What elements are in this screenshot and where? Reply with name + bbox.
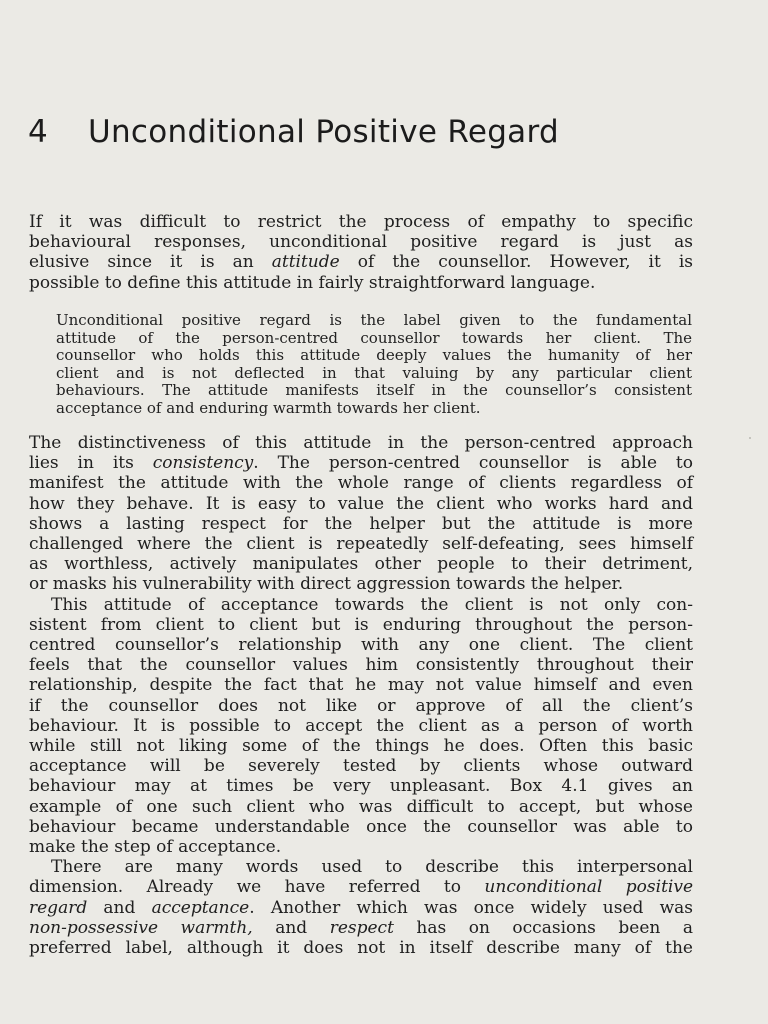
text-line: shows a lasting respect for the helper but the attitude is more [29, 513, 693, 534]
text-line: or masks his vulnerability with direct aggression towards the helper. [29, 574, 624, 595]
emphasis-attitude: attitude [271, 252, 340, 273]
quote-line: acceptance of and enduring warmth towards her client. [56, 398, 481, 417]
text-line: how they behave. It is easy to value the client who works hard and [29, 493, 693, 514]
text-line: This attitude of acceptance towards the client is not only con- [51, 594, 693, 615]
emphasis-warmth: non-possessive warmth, [29, 917, 253, 938]
text-line: behaviour became understandable once the counsellor was able to [29, 816, 693, 837]
chapter-heading [28, 114, 559, 150]
text-fragment: . The person-centred counsellor is able to [253, 453, 693, 474]
text-line: behaviour. It is possible to accept the client as a person of worth [29, 715, 693, 736]
text-line: as worthless, actively manipulates other people to their detriment, [29, 554, 693, 575]
text-line: behaviour may at times be very unpleasant. Box 4.1 gives an [29, 776, 693, 797]
text-line: make the step of acceptance. [29, 837, 282, 858]
text-line: example of one such client who was difficult to accept, but whose [29, 796, 693, 817]
emphasis-consistency: consistency [152, 453, 254, 474]
text-line: If it was difficult to restrict the process of empathy to specific [29, 212, 693, 232]
emphasis-upr: unconditional positive [484, 877, 694, 898]
text-fragment: has on occasions been a [416, 917, 694, 938]
scan-speck [749, 437, 751, 439]
emphasis-respect: respect [329, 917, 394, 938]
text-fragment: and [103, 897, 136, 918]
text-line: behavioural responses, unconditional positive regard is just as [29, 232, 693, 253]
quote-line: Unconditional positive regard is the label given to the fundamental [56, 311, 692, 329]
text-line: sistent from client to client but is enduring throughout the person- [29, 614, 693, 635]
text-line [29, 453, 693, 473]
text-line [29, 918, 693, 938]
text-line: preferred label, although it does not in itself describe many of the [29, 938, 693, 959]
emphasis-acceptance: acceptance [151, 897, 250, 918]
emphasis-regard: regard [29, 897, 88, 918]
quote-line: client and is not deflected in that valuing by any particular client [56, 363, 692, 382]
chapter-title: Unconditional Positive Regard [88, 114, 559, 150]
text-fragment: dimension. Already we have referred to [29, 877, 461, 898]
quote-line: counsellor who holds this attitude deeply values the humanity of her [56, 346, 692, 365]
text-fragment: elusive since it is an [29, 252, 254, 273]
text-line: centred counsellor’s relationship with any one client. The client [29, 635, 693, 656]
text-fragment: and [275, 917, 308, 938]
text-fragment: of the counsellor. However, it is [357, 252, 694, 273]
text-line: The distinctiveness of this attitude in the person-centred approach [29, 433, 693, 453]
text-fragment: . Another which was once widely used was [249, 897, 693, 918]
text-line: challenged where the client is repeatedly self-defeating, sees himself [29, 534, 693, 555]
text-line: if the counsellor does not like or approve of all the client’s [29, 695, 693, 716]
text-line: possible to define this attitude in fairly straightforward language. [29, 272, 596, 293]
text-line [29, 252, 693, 272]
paragraph-body [29, 433, 693, 958]
quote-line: attitude of the person-centred counsellor towards her client. The [56, 328, 692, 347]
text-line: acceptance will be severely tested by clients whose outward [29, 756, 693, 777]
text-line: feels that the counsellor values him consistently throughout their [29, 655, 693, 676]
text-line [29, 898, 693, 918]
text-line: while still not liking some of the things he does. Often this basic [29, 736, 693, 757]
text-fragment: lies in its [29, 453, 134, 474]
quote-line: behaviours. The attitude manifests itself in the counsellor’s consistent [56, 381, 692, 400]
paragraph-intro [29, 212, 693, 293]
chapter-number: 4 [28, 114, 49, 150]
block-quote-definition [56, 312, 692, 418]
text-line [29, 877, 693, 897]
text-line: There are many words used to describe this interpersonal [51, 857, 693, 878]
text-line: relationship, despite the fact that he may not value himself and even [29, 675, 693, 696]
text-line: manifest the attitude with the whole range of clients regardless of [29, 473, 693, 494]
